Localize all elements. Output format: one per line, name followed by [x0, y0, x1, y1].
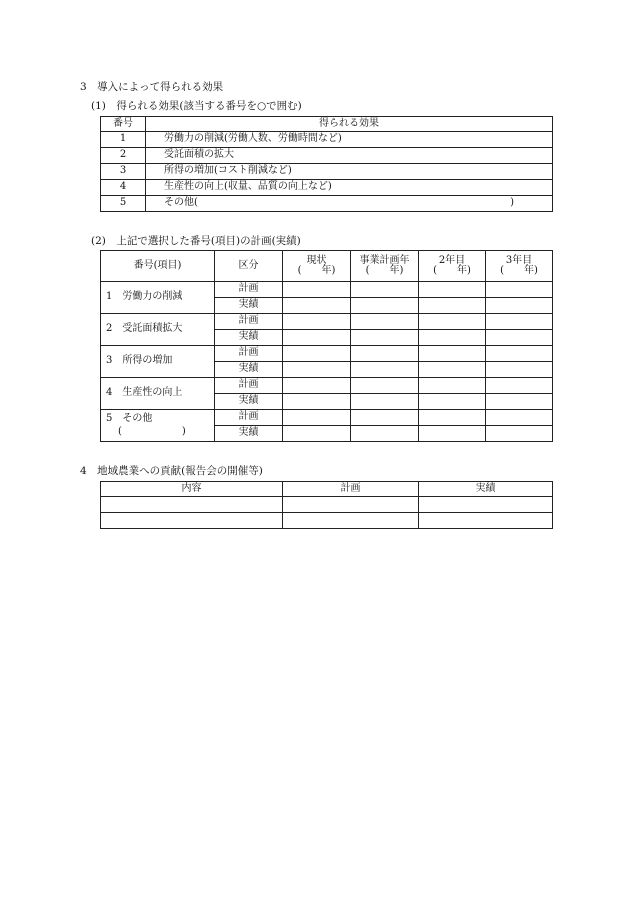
plan-cell[interactable]: [283, 426, 351, 442]
effect-text: 受託面積の拡大: [146, 148, 553, 164]
plan-col-year3-label: 3年目: [505, 254, 533, 266]
plan-col-year2-label: 2年目: [438, 254, 466, 266]
effect-number: 1: [101, 132, 146, 148]
plan-cell[interactable]: [486, 394, 553, 410]
plan-category-actual: 実績: [215, 426, 283, 442]
effect-text: 労働力の削減(労働人数、労働時間など): [146, 132, 553, 148]
plan-category-plan: 計画: [215, 410, 283, 426]
contribution-table: [100, 481, 553, 529]
table-row: [101, 513, 553, 529]
contribution-col-actual: 実績: [419, 482, 553, 497]
plan-category-plan: 計画: [215, 282, 283, 298]
table-row: [101, 378, 553, 394]
plan-col-plan-year-label: 事業計画年: [359, 254, 410, 266]
plan-cell[interactable]: [351, 298, 419, 314]
plan-col-year3: [486, 251, 553, 282]
plan-item-label: 5 その他: [106, 413, 153, 424]
plan-col-current: [283, 251, 351, 282]
contribution-cell[interactable]: [419, 513, 553, 529]
table-row: [101, 196, 553, 212]
effect-number: 4: [101, 180, 146, 196]
plan-cell[interactable]: [486, 426, 553, 442]
plan-cell[interactable]: [419, 378, 486, 394]
contribution-cell[interactable]: [283, 513, 419, 529]
plan-cell[interactable]: [283, 394, 351, 410]
table-row: [101, 346, 553, 362]
plan-cell[interactable]: [486, 378, 553, 394]
plan-cell[interactable]: [351, 378, 419, 394]
plan-cell[interactable]: [486, 298, 553, 314]
plan-cell[interactable]: [283, 346, 351, 362]
plan-category-actual: 実績: [215, 362, 283, 378]
plan-cell[interactable]: [486, 330, 553, 346]
plan-cell[interactable]: [351, 282, 419, 298]
effect-other-close: ): [510, 197, 514, 209]
effect-other-open: その他(: [164, 197, 198, 209]
plan-cell[interactable]: [283, 314, 351, 330]
plan-cell[interactable]: [283, 298, 351, 314]
effect-text: 生産性の向上(収量、品質の向上など): [146, 180, 553, 196]
plan-cell[interactable]: [351, 362, 419, 378]
plan-col-year2: [419, 251, 486, 282]
plan-cell[interactable]: [419, 394, 486, 410]
contribution-col-plan: 計画: [283, 482, 419, 497]
plan-cell[interactable]: [486, 410, 553, 426]
section-3-2-heading: (2) 上記で選択した番号(項目)の計画(実績): [91, 235, 301, 247]
plan-col-plan-year-year: ( 年): [365, 265, 404, 276]
plan-cell[interactable]: [283, 378, 351, 394]
plan-category-plan: 計画: [215, 314, 283, 330]
plan-cell[interactable]: [419, 426, 486, 442]
plan-col-current-label: 現状: [306, 254, 327, 266]
plan-item-label: 2 受託面積拡大: [101, 314, 215, 346]
plan-table: [100, 250, 553, 442]
plan-item-label: 1 労働力の削減: [101, 282, 215, 314]
plan-cell[interactable]: [419, 298, 486, 314]
effect-number: 3: [101, 164, 146, 180]
plan-cell[interactable]: [419, 314, 486, 330]
contribution-cell[interactable]: [101, 513, 283, 529]
plan-item-label: 4 生産性の向上: [101, 378, 215, 410]
contribution-header-row: [101, 482, 553, 497]
plan-category-plan: 計画: [215, 378, 283, 394]
plan-category-plan: 計画: [215, 346, 283, 362]
plan-cell[interactable]: [351, 314, 419, 330]
plan-cell[interactable]: [351, 330, 419, 346]
table-row: [101, 180, 553, 196]
plan-cell[interactable]: [351, 410, 419, 426]
table-row: [101, 148, 553, 164]
section-3-heading: 3 導入によって得られる効果: [80, 81, 224, 93]
plan-cell[interactable]: [351, 394, 419, 410]
plan-cell[interactable]: [351, 426, 419, 442]
plan-col-item: 番号(項目): [101, 251, 215, 282]
plan-cell[interactable]: [419, 346, 486, 362]
table-row: [101, 132, 553, 148]
plan-col-plan-year: [351, 251, 419, 282]
table-row: [101, 282, 553, 298]
table-row: [101, 497, 553, 513]
table-row: [101, 314, 553, 330]
plan-cell[interactable]: [486, 314, 553, 330]
plan-category-actual: 実績: [215, 394, 283, 410]
plan-col-year2-year: ( 年): [433, 265, 471, 276]
effects-col-effect: 得られる効果: [146, 117, 553, 132]
plan-cell[interactable]: [419, 282, 486, 298]
effect-number: 2: [101, 148, 146, 164]
contribution-cell[interactable]: [419, 497, 553, 513]
plan-cell[interactable]: [486, 282, 553, 298]
plan-cell[interactable]: [486, 362, 553, 378]
plan-cell[interactable]: [351, 346, 419, 362]
plan-category-actual: 実績: [215, 298, 283, 314]
plan-cell[interactable]: [283, 330, 351, 346]
plan-cell[interactable]: [419, 362, 486, 378]
section-3-1-heading: (1) 得られる効果(該当する番号を○で囲む): [91, 100, 302, 112]
effect-text-other: [146, 196, 553, 212]
effect-text: 所得の増加(コスト削減など): [146, 164, 553, 180]
plan-header-row: [101, 251, 553, 282]
contribution-col-content: 内容: [101, 482, 283, 497]
plan-item-other-blank: ( ): [118, 425, 186, 437]
effect-number: 5: [101, 196, 146, 212]
plan-category-actual: 実績: [215, 330, 283, 346]
plan-cell[interactable]: [283, 362, 351, 378]
contribution-cell[interactable]: [101, 497, 283, 513]
section-4-heading: 4 地域農業への貢献(報告会の開催等): [80, 465, 263, 477]
plan-cell[interactable]: [419, 330, 486, 346]
effects-col-number: 番号: [101, 117, 146, 132]
table-row: [101, 164, 553, 180]
plan-item-label: 3 所得の増加: [101, 346, 215, 378]
plan-cell[interactable]: [283, 410, 351, 426]
plan-cell[interactable]: [283, 282, 351, 298]
plan-col-current-year: ( 年): [297, 265, 336, 276]
plan-item-label-other: [101, 410, 215, 442]
plan-col-year3-year: ( 年): [500, 265, 538, 276]
plan-col-category: 区分: [215, 251, 283, 282]
table-row: [101, 410, 553, 426]
plan-cell[interactable]: [486, 346, 553, 362]
effects-table: [100, 116, 553, 212]
contribution-cell[interactable]: [283, 497, 419, 513]
plan-cell[interactable]: [419, 410, 486, 426]
